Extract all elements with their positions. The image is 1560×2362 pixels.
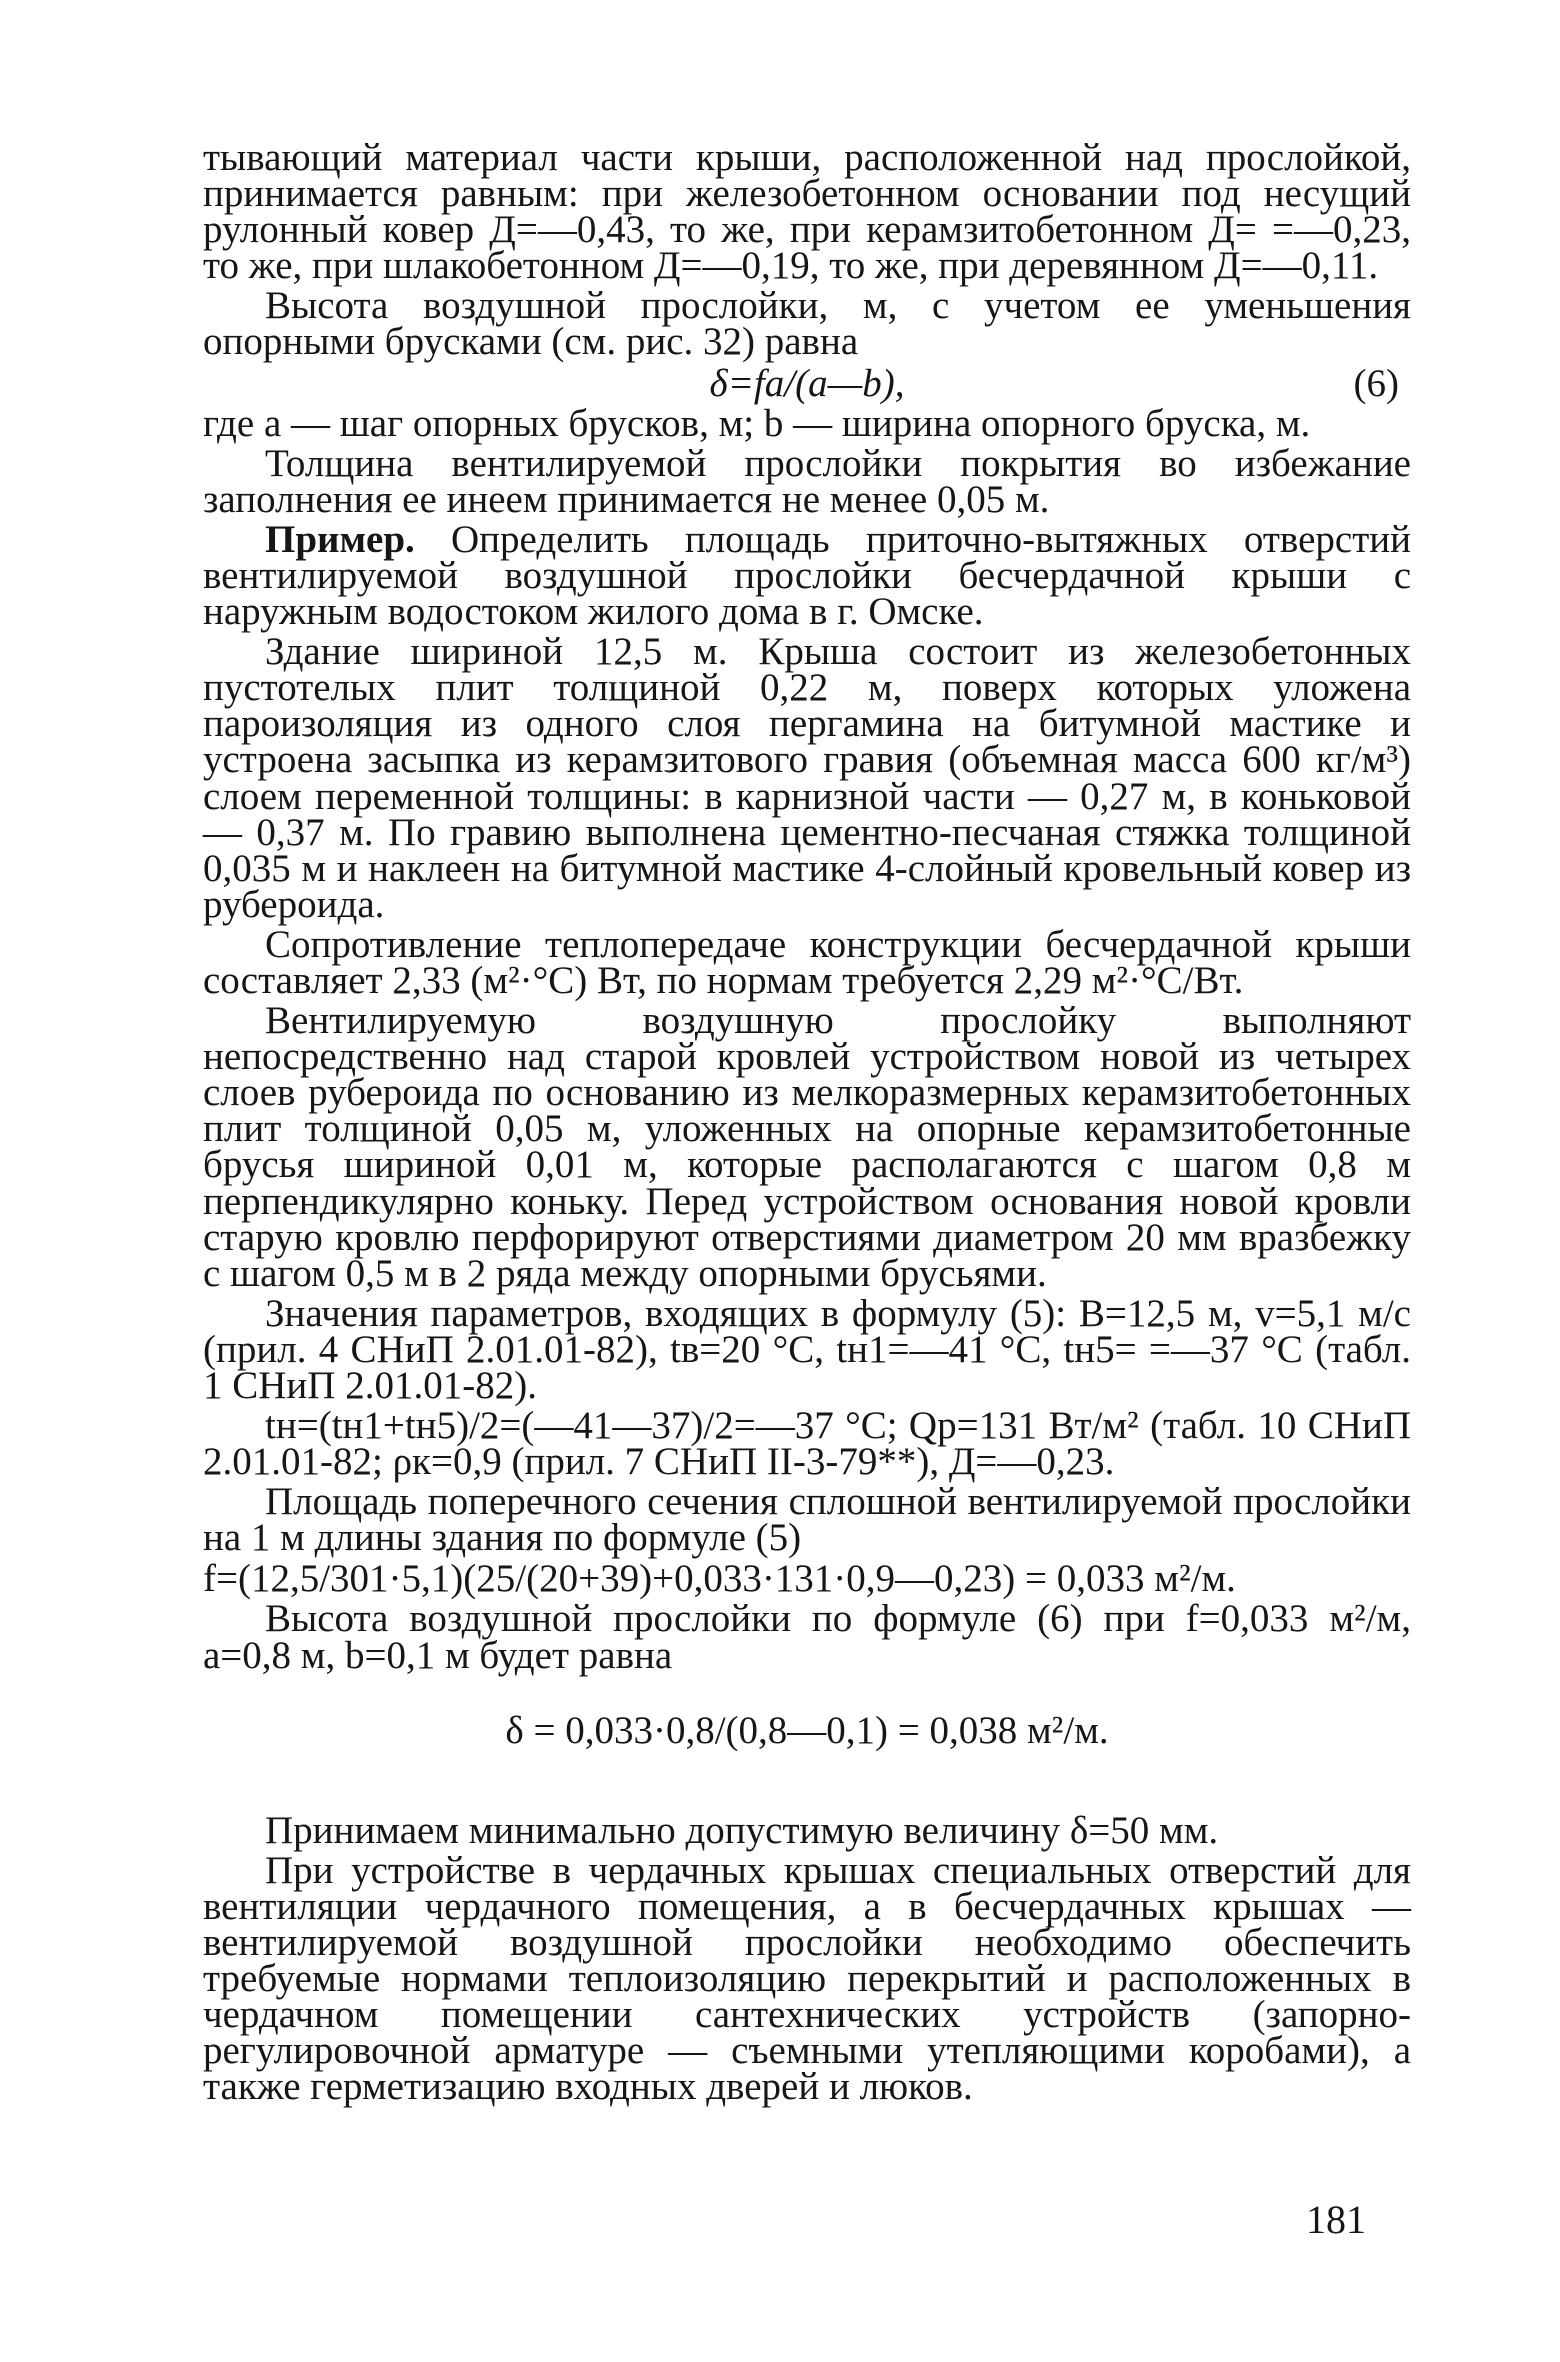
paragraph-example <box>203 517 1411 634</box>
paragraph-11: Площадь поперечного сечения сплошной вентилируемой прослойки на 1 м длины здания по формуле (5) <box>203 1480 1411 1560</box>
example-lead: Пример. <box>265 517 415 561</box>
paragraph-9: Значения параметров, входящих в формулу (5): B=12,5 м, v=5,1 м/с (прил. 4 СНиП 2.01.01-82), tв=20 °С, tн1=—41 °С, tн5= =—37 °С (табл. 1 СНиП 2.01.01-82). <box>203 1291 1411 1407</box>
paragraph-8: Вентилируемую воздушную прослойку выполняют непосредственно над старой кровлей устройством новой из четырех слоев рубероида по основанию из мелкоразмерных керамзитобетонных плит толщиной 0,05 м, уложенных на опорные керамзитобетонные брусья шириной 0,01 м, которые располагаются с шагом 0,8 м перпендикулярно коньку. Перед устройством основания новой кровли старую кровлю перфорируют отверстиями диаметром 20 мм вразбежку с шагом 0,5 м в 2 ряда между опорными брусьями. <box>203 999 1411 1295</box>
paragraph-3: где a — шаг опорных брусков, м; b — ширина опорного бруска, м. <box>203 401 1311 445</box>
paragraph-1: тывающий материал части крыши, расположенной над прослойкой, принимается равным: при железобетонном основании под несущий рулонный ковер Д=—0,43, то же, при керамзитобетонном Д= =—0,23, то же, при шлакобетонном Д=—0,19, то же, при деревянном Д=—0,11. <box>203 136 1411 288</box>
paragraph-14: При устройстве в чердачных крышах специальных отверстий для вентиляции чердачного помещения, а в бесчердачных крышах — вентилируемой воздушной прослойки необходимо обеспечить требуемые нормами теплоизоляцию перекрытий и расположенных в чердачном помещении сантехнических устройств (запорно-регулировочной арматуре — съемными утепляющими коробами), а также герметизацию входных дверей и люков. <box>203 1848 1411 2109</box>
paragraph-6: Здание шириной 12,5 м. Крыша состоит из железобетонных пустотелых плит толщиной 0,22 м, поверх которых уложена пароизоляция из одного слоя пергамина на битумной мастике и устроена засыпка из керамзитового гравия (объемная масса 600 кг/м³) слоем переменной толщины: в карнизной части — 0,27 м, в коньковой — 0,37 м. По гравию выполнена цементно-песчаная стяжка толщиной 0,035 м и наклеен на битумной мастике 4-слойный кровельный ковер из рубероида. <box>203 630 1411 926</box>
paragraph-7: Сопротивление теплопередаче конструкции бесчердачной крыши составляет 2,33 (м²·°С) Вт, по нормам требуется 2,29 м²·°С/Вт. <box>203 922 1411 1002</box>
formula-6 <box>203 361 1411 405</box>
formula-6-number: (6) <box>1353 361 1399 405</box>
paragraph-12: Высота воздушной прослойки по формуле (6) при f=0,033 м²/м, a=0,8 м, b=0,1 м будет равна <box>203 1597 1411 1677</box>
page-number: 181 <box>1306 2197 1366 2242</box>
paragraph-2: Высота воздушной прослойки, м, с учетом ее уменьшения опорными брусками (см. рис. 32) равна <box>203 284 1411 364</box>
example-text: Определить площадь приточно-вытяжных отверстий вентилируемой воздушной прослойки бесчердачной крыши с наружным водостоком жилого дома в г. Омске. <box>203 517 1411 634</box>
formula-5-calc: f=(12,5/301·5,1)(25/(20+39)+0,033·131·0,9—0,23) = 0,033 м²/м. <box>203 1557 1236 1601</box>
paragraph-10: tн=(tн1+tн5)/2=(—41—37)/2=—37 °С; Qр=131 Вт/м² (табл. 10 СНиП 2.01.01-82; ρк=0,9 (прил. 7 СНиП II-3-79**), Д=—0,23. <box>203 1404 1411 1484</box>
page-body <box>203 136 1411 2109</box>
formula-delta-calc: δ = 0,033·0,8/(0,8—0,1) = 0,038 м²/м. <box>505 1708 1109 1752</box>
formula-6-expression: δ=fa/(a—b), <box>709 361 905 405</box>
paragraph-13: Принимаем минимально допустимую величину δ=50 мм. <box>265 1808 1219 1852</box>
paragraph-4: Толщина вентилируемой прослойки покрытия во избежание заполнения ее инеем принимается не менее 0,05 м. <box>203 441 1411 521</box>
